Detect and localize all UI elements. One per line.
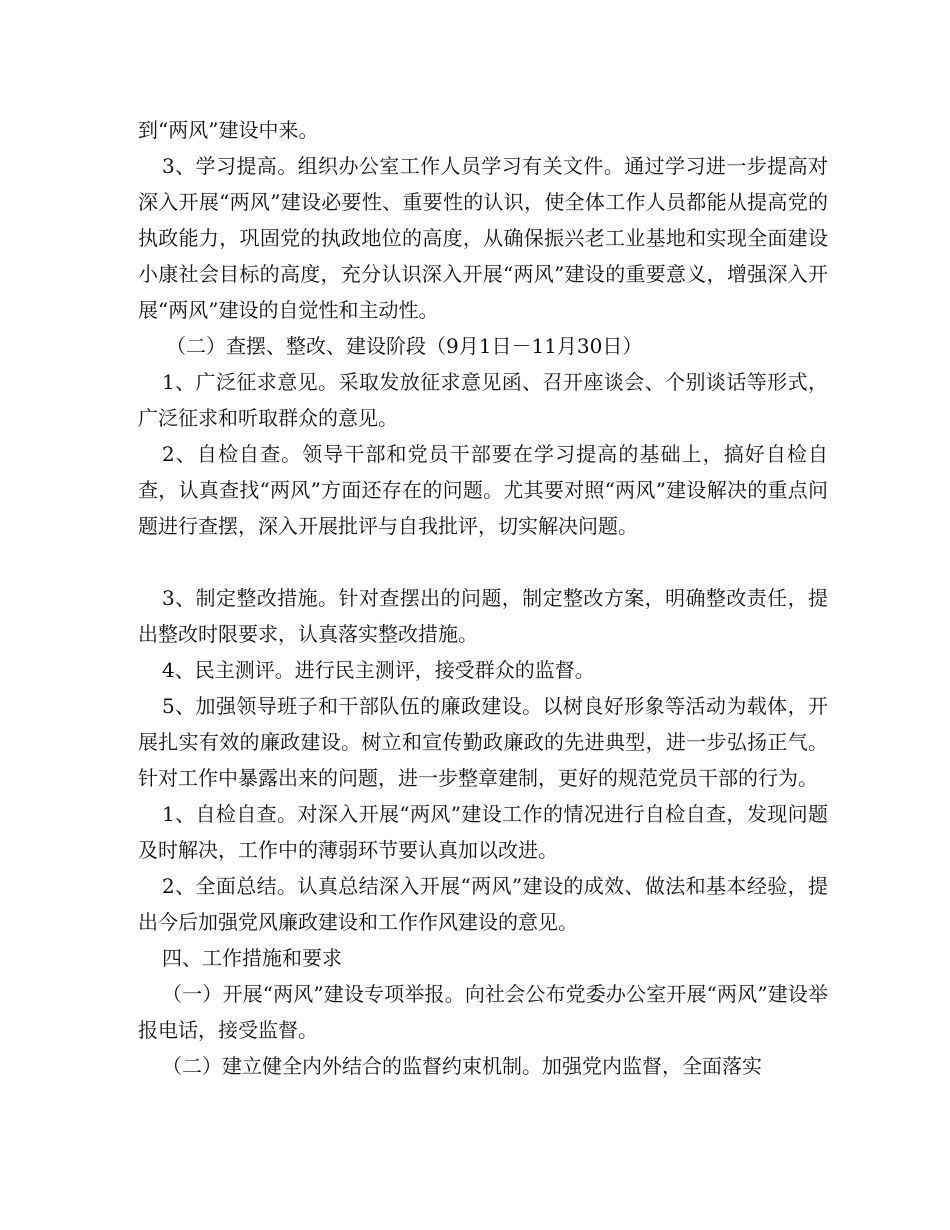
- section-heading-phase-two: （二）查摆、整改、建设阶段（9月1日－11月30日）: [166, 334, 643, 358]
- paragraph-self-inspection: 2、自检自查。领导干部和党员干部要在学习提高的基础上，搞好自检自查，认真查找“两风”方面还存在的问题。尤其要对照“两风”建设解决的重点问题进行查摆，深入开展批评与自我批评，切实解决问题。: [138, 442, 828, 538]
- document-page: [138, 112, 828, 1084]
- paragraph-collect-opinions: 1、广泛征求意见。采取发放征求意见函、召开座谈会、个别谈话等形式，广泛征求和听取群众的意见。: [138, 370, 828, 430]
- paragraph-summary: 2、全面总结。认真总结深入开展“两风”建设的成效、做法和基本经验，提出今后加强党风廉政建设和工作作风建设的意见。: [138, 874, 828, 934]
- paragraph-democratic-evaluation: 4、民主测评。进行民主测评，接受群众的监督。: [162, 658, 595, 682]
- paragraph-continuation: 到“两风”建设中来。: [138, 118, 319, 142]
- paragraph-supervision-mechanism: （二）建立健全内外结合的监督约束机制。加强党内监督，全面落实: [162, 1054, 762, 1078]
- paragraph-rectification-measures: 3、制定整改措施。针对查摆出的问题，制定整改方案，明确整改责任，提出整改时限要求，认真落实整改措施。: [138, 586, 828, 646]
- paragraph-gap: [138, 544, 828, 580]
- section-heading-measures: 四、工作措施和要求: [162, 946, 342, 970]
- paragraph-self-check: 1、自检自查。对深入开展“两风”建设工作的情况进行自检自查，发现问题及时解决，工作中的薄弱环节要认真加以改进。: [138, 802, 828, 862]
- paragraph-study-improve: 3、学习提高。组织办公室工作人员学习有关文件。通过学习进一步提高对深入开展“两风”建设必要性、重要性的认识，使全体工作人员都能从提高党的执政能力，巩固党的执政地位的高度，从确保振兴老工业基地和实现全面建设小康社会目标的高度，充分认识深入开展“两风”建设的重要意义，增强深入开展“两风”建设的自觉性和主动性。: [138, 154, 828, 322]
- paragraph-integrity-building: 5、加强领导班子和干部队伍的廉政建设。以树良好形象等活动为载体，开展扎实有效的廉政建设。树立和宣传勤政廉政的先进典型，进一步弘扬正气。针对工作中暴露出来的问题，进一步整章建制，更好的规范党员干部的行为。: [138, 694, 828, 790]
- paragraph-special-report: （一）开展“两风”建设专项举报。向社会公布党委办公室开展“两风”建设举报电话，接受监督。: [138, 982, 828, 1042]
